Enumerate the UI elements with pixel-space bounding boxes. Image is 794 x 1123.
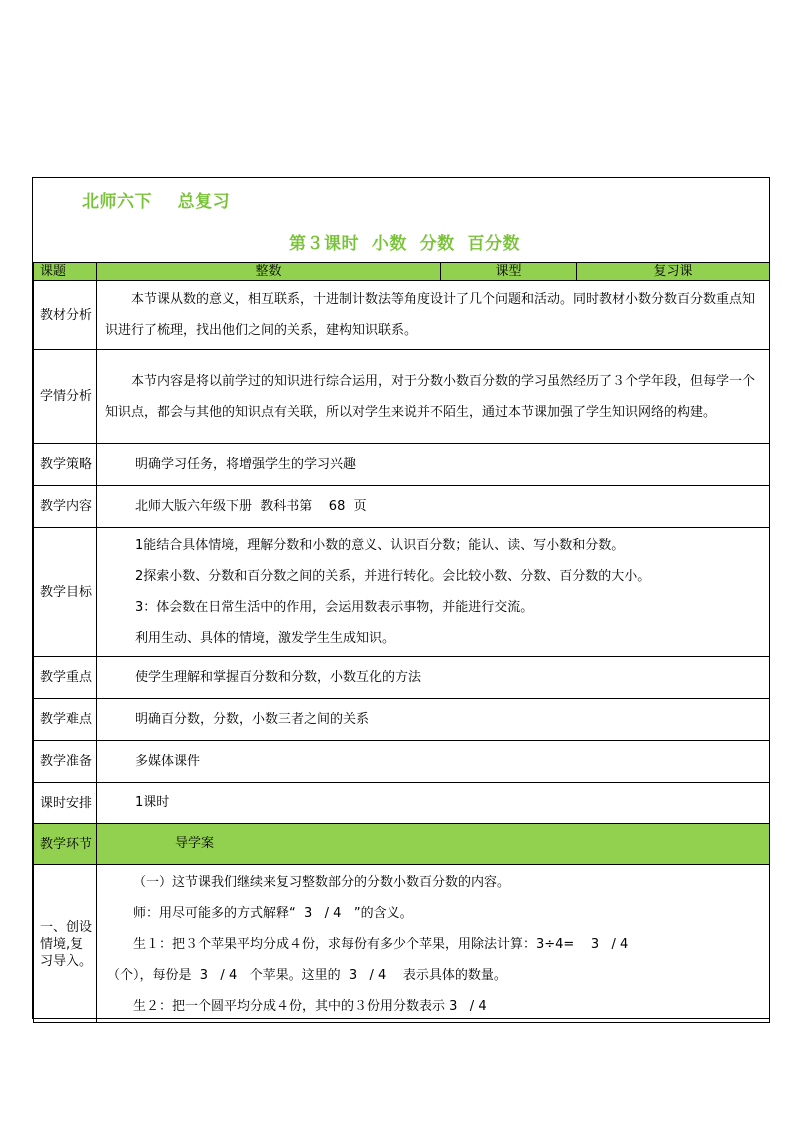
students-label: 学情分析 [34, 350, 97, 444]
goal-item: 利用生动、具体的情境，激发学生生成知识。 [135, 631, 396, 646]
title-block [33, 178, 769, 262]
material-row [34, 281, 770, 350]
lesson-title: 第３课时 小数 分数 百分数 [289, 234, 521, 254]
lesson-table [33, 262, 770, 1023]
content-label: 教学内容 [34, 486, 97, 528]
strategy-row [34, 444, 770, 486]
topic-value: 整数 [97, 263, 441, 281]
goal-item: 2探索小数、分数和百分数之间的关系，并进行转化。会比较小数、分数、百分数的大小。 [135, 569, 651, 584]
section1-cell [97, 865, 770, 1023]
content-row [34, 486, 770, 528]
content-text: 北师大版六年级下册 教科书第 68 页 [97, 486, 770, 528]
lesson-plan-page [32, 177, 770, 1019]
students-cell [97, 350, 770, 444]
stage-label: 教学环节 [34, 824, 97, 865]
prep-text: 多媒体课件 [97, 741, 770, 783]
section1-line: 生１：把３个苹果平均分成４份，求每份有多少个苹果，用除法计算：3÷4= 3 / 4 [133, 937, 629, 952]
hours-label: 课时安排 [34, 783, 97, 824]
type-value: 复习课 [577, 263, 770, 281]
key-row [34, 657, 770, 699]
goal-item: 1能结合具体情境，理解分数和小数的意义、认识百分数；能认、读、写小数和分数。 [135, 538, 625, 553]
hours-text: 1课时 [97, 783, 770, 824]
strategy-text: 明确学习任务，将增强学生的学习兴趣 [97, 444, 770, 486]
stage-row [34, 824, 770, 865]
students-text: 本节内容是将以前学过的知识进行综合运用，对于分数小数百分数的学习虽然经历了３个学年段，但每学一个知识点，都会与其他的知识点有关联，所以对学生来说并不陌生，通过本节课加强了学生知识网络的构建。 [105, 373, 756, 420]
hours-row [34, 783, 770, 824]
difficulty-text: 明确百分数，分数，小数三者之间的关系 [97, 699, 770, 741]
section1-label: 一、创设情境,复习导入。 [34, 865, 97, 1023]
section1-row [34, 865, 770, 1023]
material-cell [97, 281, 770, 350]
goal-label: 教学目标 [34, 528, 97, 657]
topic-row [34, 263, 770, 281]
topic-label: 课题 [34, 263, 97, 281]
stage-text: 导学案 [97, 824, 770, 865]
type-label: 课型 [441, 263, 577, 281]
section1-line: 生２：把一个圆平均分成４份，其中的３份用分数表示 3 / 4 [133, 999, 487, 1014]
students-row [34, 350, 770, 444]
goal-cell [97, 528, 770, 657]
material-label: 教材分析 [34, 281, 97, 350]
difficulty-label: 教学难点 [34, 699, 97, 741]
material-text: 本节课从数的意义，相互联系，十进制计数法等角度设计了几个问题和活动。同时教材小数分数百分数重点知识进行了梳理，找出他们之间的关系，建构知识联系。 [105, 292, 756, 338]
goal-row [34, 528, 770, 657]
difficulty-row [34, 699, 770, 741]
goal-item: 3：体会数在日常生活中的作用，会运用数表示事物，并能进行交流。 [135, 600, 534, 615]
prep-row [34, 741, 770, 783]
course-title: 北师六下 总复习 [82, 192, 231, 212]
strategy-label: 教学策略 [34, 444, 97, 486]
key-label: 教学重点 [34, 657, 97, 699]
prep-label: 教学准备 [34, 741, 97, 783]
section1-line: （个），每份是 3 / 4 个苹果。这里的 3 / 4 表示具体的数量。 [107, 968, 507, 983]
section1-line: 师：用尽可能多的方式解释“ 3 / 4 ”的含义。 [133, 906, 413, 921]
key-text: 使学生理解和掌握百分数和分数，小数互化的方法 [97, 657, 770, 699]
section1-line: （一）这节课我们继续来复习整数部分的分数小数百分数的内容。 [133, 875, 511, 890]
